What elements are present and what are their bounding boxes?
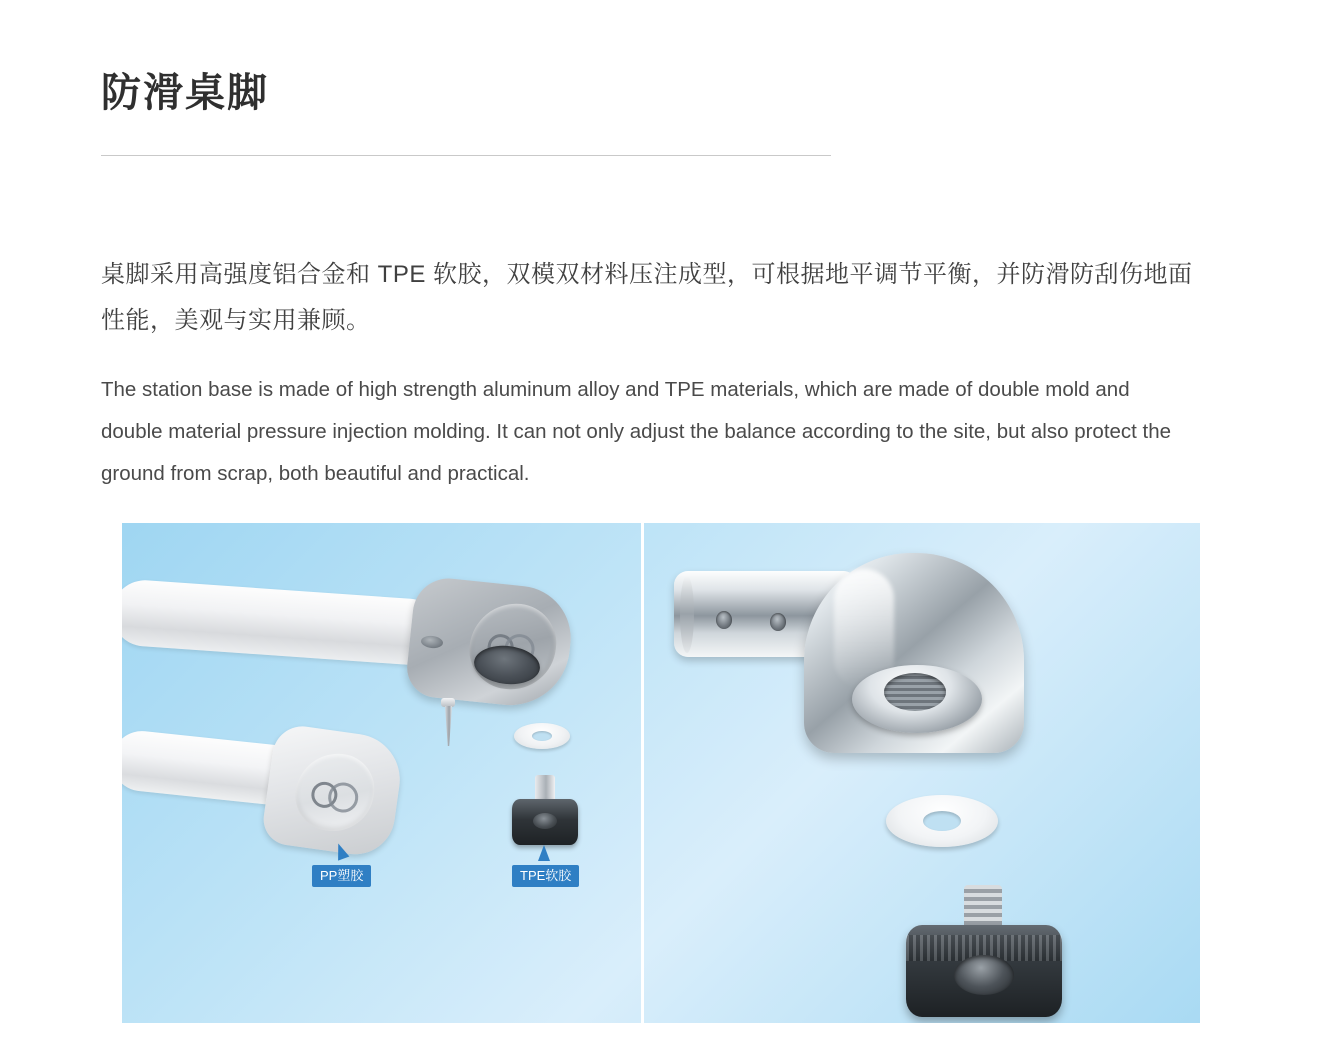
callout-label-pp: PP塑胶 — [312, 865, 371, 887]
chrome-tube-end-ring — [680, 575, 694, 653]
paragraph-chinese: 桌脚采用高强度铝合金和 TPE 软胶，双模双材料压注成型，可根据地平调节平衡，并防滑防刮伤地面性能，美观与实用兼顾。 — [101, 261, 1193, 334]
chrome-screw-hole-1 — [716, 611, 732, 629]
white-washer-small — [514, 723, 570, 749]
paragraph-english: The station base is made of high strength aluminum alloy and TPE materials, which are made of double mold and double material pressure injection molding. It can not only adjust the balance according to the site, but also protect the ground from scrap, both beautiful and practical. — [101, 377, 1172, 485]
title-divider — [101, 155, 831, 156]
brand-logo-icon-secondary — [310, 778, 359, 810]
callout-arrow-tpe — [538, 845, 550, 861]
adjustable-foot-small — [512, 775, 578, 845]
foot-rubber-knob-large — [906, 925, 1062, 1017]
white-washer-large — [886, 795, 998, 847]
callout-label-tpe: TPE软胶 — [512, 865, 579, 887]
adjustable-foot-large — [906, 885, 1062, 1017]
figure-panel-right — [644, 523, 1200, 1023]
page-title: 防滑桌脚 — [101, 70, 269, 115]
screw-shaft — [445, 706, 452, 746]
screw-small — [444, 698, 452, 746]
figure-panel-left — [122, 523, 641, 1023]
product-figure — [122, 523, 1200, 1023]
pp-plastic-cap — [260, 723, 405, 860]
chrome-screw-hole-2 — [770, 613, 786, 631]
elbow-internal-thread — [884, 673, 946, 711]
screw-head — [441, 698, 455, 707]
aluminum-tube-upper — [122, 578, 443, 667]
foot-rubber-knob — [512, 799, 578, 845]
pp-cap-face — [291, 748, 379, 836]
